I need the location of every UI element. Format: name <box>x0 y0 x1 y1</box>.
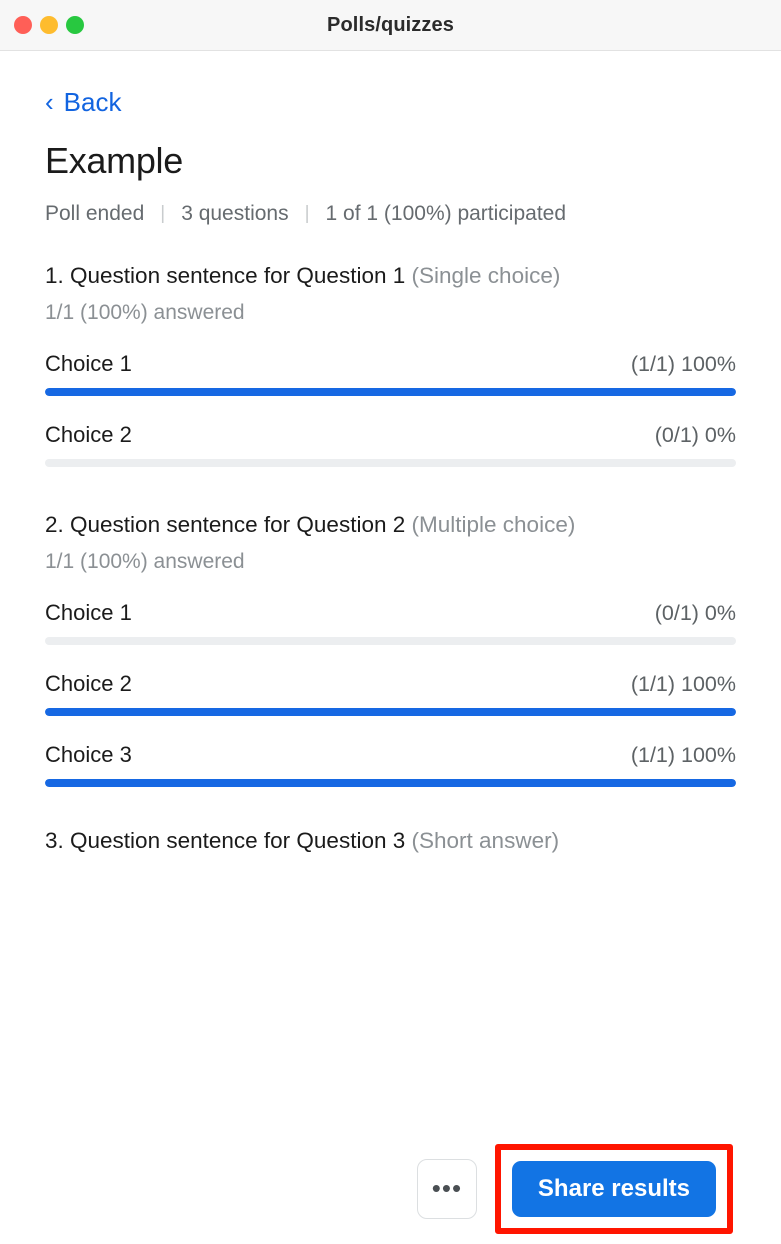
choice-item <box>45 600 736 645</box>
share-results-button[interactable]: Share results <box>512 1161 716 1217</box>
choice-bar-track <box>45 779 736 787</box>
question-block <box>45 827 736 854</box>
question-text: Question sentence for Question 2 <box>70 512 406 537</box>
question-heading <box>45 511 736 538</box>
minimize-window-button[interactable] <box>40 16 58 34</box>
choice-label: Choice 1 <box>45 600 132 625</box>
choice-bar-track <box>45 708 736 716</box>
choice-item <box>45 671 736 716</box>
action-bar <box>0 1134 781 1244</box>
meta-separator-1: | <box>160 203 166 224</box>
share-results-highlight <box>495 1144 733 1234</box>
choice-row <box>45 742 736 768</box>
choice-result: (0/1) 0% <box>654 601 736 625</box>
chevron-left-icon: ‹ <box>45 86 54 117</box>
choice-label: Choice 2 <box>45 671 132 696</box>
question-heading <box>45 262 736 289</box>
question-block <box>45 262 736 467</box>
choice-bar-fill <box>45 708 736 716</box>
choice-row <box>45 351 736 377</box>
close-window-button[interactable] <box>14 16 32 34</box>
choice-result: (1/1) 100% <box>630 743 736 767</box>
choice-item <box>45 351 736 396</box>
poll-status: Poll ended <box>45 202 145 225</box>
choice-item <box>45 422 736 467</box>
choice-row <box>45 671 736 697</box>
question-heading <box>45 827 736 854</box>
choice-item <box>45 742 736 787</box>
question-type: (Single choice) <box>411 263 561 288</box>
maximize-window-button[interactable] <box>66 16 84 34</box>
meta-separator-2: | <box>304 203 310 224</box>
poll-meta <box>45 202 736 226</box>
question-type: (Multiple choice) <box>411 512 576 537</box>
question-type: (Short answer) <box>411 828 560 853</box>
question-text: Question sentence for Question 1 <box>70 263 406 288</box>
question-answered-count: 1/1 (100%) answered <box>45 550 245 573</box>
choice-row <box>45 600 736 626</box>
choice-bar-fill <box>45 779 736 787</box>
choice-bar-track <box>45 388 736 396</box>
window-controls <box>14 16 84 34</box>
window-title: Polls/quizzes <box>327 13 454 36</box>
poll-question-count: 3 questions <box>181 202 289 225</box>
choice-result: (1/1) 100% <box>630 672 736 696</box>
choice-label: Choice 1 <box>45 351 132 376</box>
poll-participation: 1 of 1 (100%) participated <box>325 202 567 225</box>
question-block <box>45 511 736 787</box>
choice-bar-fill <box>45 388 736 396</box>
choice-result: (1/1) 100% <box>630 352 736 376</box>
question-number: 3. <box>45 828 64 853</box>
back-button[interactable] <box>45 87 121 118</box>
poll-detail-panel <box>0 87 781 854</box>
question-text: Question sentence for Question 3 <box>70 828 406 853</box>
question-answered-count: 1/1 (100%) answered <box>45 301 245 324</box>
more-options-button[interactable] <box>417 1159 477 1219</box>
question-number: 2. <box>45 512 64 537</box>
window-titlebar <box>0 0 781 51</box>
back-button-label: Back <box>63 87 122 117</box>
choice-label: Choice 2 <box>45 422 132 447</box>
choice-result: (0/1) 0% <box>654 423 736 447</box>
choice-label: Choice 3 <box>45 742 132 767</box>
choice-bar-track <box>45 637 736 645</box>
choice-bar-track <box>45 459 736 467</box>
question-number: 1. <box>45 263 64 288</box>
ellipsis-icon: ••• <box>431 1173 463 1204</box>
page-title: Example <box>45 140 183 181</box>
choice-row <box>45 422 736 448</box>
